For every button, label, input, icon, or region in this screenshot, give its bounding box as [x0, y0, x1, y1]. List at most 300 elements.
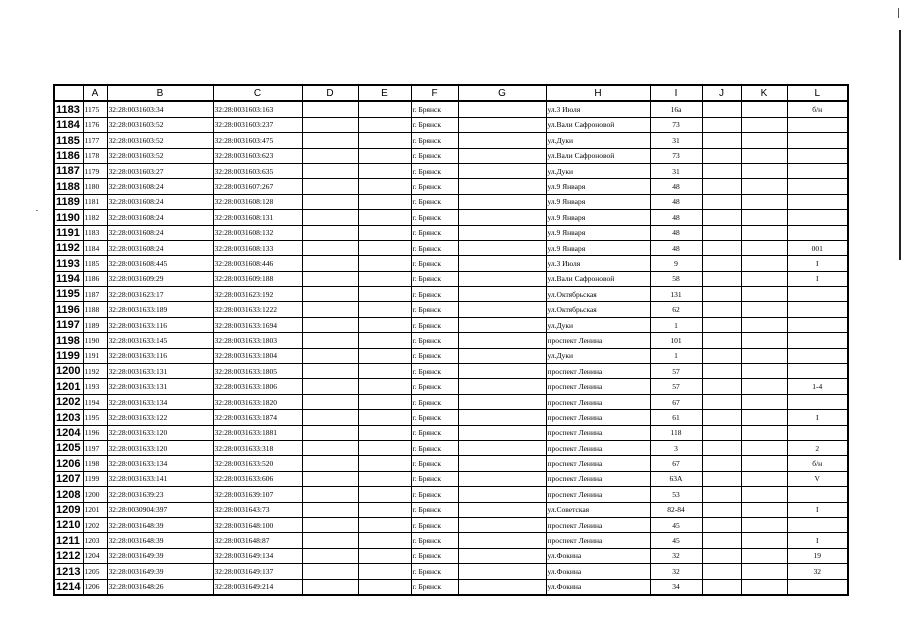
cell-e[interactable]	[358, 317, 411, 332]
cell-l[interactable]: 32	[787, 564, 848, 579]
cell-j[interactable]	[702, 471, 741, 486]
cell-i[interactable]: 63А	[650, 471, 702, 486]
cell-e[interactable]	[358, 225, 411, 240]
cell-j[interactable]	[702, 271, 741, 286]
cell-k[interactable]	[741, 133, 787, 148]
row-header[interactable]: 1208	[54, 487, 83, 502]
cell-e[interactable]	[358, 163, 411, 178]
cell-k[interactable]	[741, 148, 787, 163]
cell-a[interactable]: 1177	[83, 133, 107, 148]
cell-c[interactable]: 32:28:0031649:137	[213, 564, 302, 579]
cell-j[interactable]	[702, 440, 741, 455]
cell-i[interactable]: 48	[650, 225, 702, 240]
cell-j[interactable]	[702, 348, 741, 363]
cell-g[interactable]	[458, 117, 546, 132]
cell-j[interactable]	[702, 456, 741, 471]
cell-j[interactable]	[702, 379, 741, 394]
cell-g[interactable]	[458, 287, 546, 302]
cell-h[interactable]: проспект Ленина	[546, 379, 650, 394]
cell-c[interactable]: 32:28:0031648:87	[213, 533, 302, 548]
cell-f[interactable]: г. Брянск	[411, 564, 458, 579]
cell-k[interactable]	[741, 502, 787, 517]
cell-k[interactable]	[741, 533, 787, 548]
row-header[interactable]: 1204	[54, 425, 83, 440]
cell-g[interactable]	[458, 440, 546, 455]
cell-f[interactable]: г. Брянск	[411, 379, 458, 394]
cell-e[interactable]	[358, 410, 411, 425]
cell-j[interactable]	[702, 502, 741, 517]
cell-d[interactable]	[302, 533, 358, 548]
cell-i[interactable]: 73	[650, 148, 702, 163]
row-header[interactable]: 1211	[54, 533, 83, 548]
cell-k[interactable]	[741, 456, 787, 471]
cell-h[interactable]: ул.Фокина	[546, 564, 650, 579]
cell-a[interactable]: 1194	[83, 394, 107, 409]
row-header[interactable]: 1212	[54, 548, 83, 563]
cell-j[interactable]	[702, 579, 741, 595]
cell-j[interactable]	[702, 287, 741, 302]
cell-d[interactable]	[302, 179, 358, 194]
cell-f[interactable]: г. Брянск	[411, 425, 458, 440]
cell-l[interactable]: б/н	[787, 456, 848, 471]
cell-f[interactable]: г. Брянск	[411, 579, 458, 595]
cell-l[interactable]	[787, 194, 848, 209]
cell-e[interactable]	[358, 117, 411, 132]
cell-k[interactable]	[741, 179, 787, 194]
cell-l[interactable]	[787, 425, 848, 440]
cell-d[interactable]	[302, 487, 358, 502]
cell-e[interactable]	[358, 256, 411, 271]
cell-g[interactable]	[458, 579, 546, 595]
row-header[interactable]: 1192	[54, 240, 83, 255]
cell-k[interactable]	[741, 287, 787, 302]
cell-e[interactable]	[358, 440, 411, 455]
row-header[interactable]: 1205	[54, 440, 83, 455]
cell-a[interactable]: 1188	[83, 302, 107, 317]
cell-f[interactable]: г. Брянск	[411, 179, 458, 194]
cell-d[interactable]	[302, 579, 358, 595]
cell-l[interactable]	[787, 364, 848, 379]
cell-i[interactable]: 45	[650, 533, 702, 548]
cell-j[interactable]	[702, 410, 741, 425]
cell-a[interactable]: 1184	[83, 240, 107, 255]
cell-d[interactable]	[302, 394, 358, 409]
cell-k[interactable]	[741, 333, 787, 348]
cell-k[interactable]	[741, 240, 787, 255]
cell-e[interactable]	[358, 548, 411, 563]
cell-d[interactable]	[302, 148, 358, 163]
cell-f[interactable]: г. Брянск	[411, 240, 458, 255]
cell-e[interactable]	[358, 502, 411, 517]
row-header[interactable]: 1213	[54, 564, 83, 579]
cell-a[interactable]: 1201	[83, 502, 107, 517]
cell-f[interactable]: г. Брянск	[411, 533, 458, 548]
cell-a[interactable]: 1196	[83, 425, 107, 440]
cell-e[interactable]	[358, 425, 411, 440]
cell-i[interactable]: 48	[650, 240, 702, 255]
cell-j[interactable]	[702, 564, 741, 579]
cell-h[interactable]: ул.Советская	[546, 502, 650, 517]
cell-k[interactable]	[741, 564, 787, 579]
cell-h[interactable]: ул.9 Января	[546, 240, 650, 255]
cell-b[interactable]: 32:28:0031608:24	[107, 210, 213, 225]
cell-j[interactable]	[702, 548, 741, 563]
column-header-a[interactable]: A	[83, 85, 107, 101]
cell-k[interactable]	[741, 410, 787, 425]
cell-d[interactable]	[302, 133, 358, 148]
cell-i[interactable]: 9	[650, 256, 702, 271]
column-header-h[interactable]: H	[546, 85, 650, 101]
cell-l[interactable]: 19	[787, 548, 848, 563]
column-header-g[interactable]: G	[458, 85, 546, 101]
cell-c[interactable]: 32:28:0031607:267	[213, 179, 302, 194]
cell-j[interactable]	[702, 163, 741, 178]
cell-b[interactable]: 32:28:0031633:141	[107, 471, 213, 486]
cell-j[interactable]	[702, 517, 741, 532]
cell-i[interactable]: 53	[650, 487, 702, 502]
cell-f[interactable]: г. Брянск	[411, 210, 458, 225]
cell-a[interactable]: 1182	[83, 210, 107, 225]
cell-f[interactable]: г. Брянск	[411, 333, 458, 348]
cell-g[interactable]	[458, 348, 546, 363]
cell-k[interactable]	[741, 101, 787, 117]
cell-b[interactable]: 32:28:0031603:27	[107, 163, 213, 178]
cell-d[interactable]	[302, 287, 358, 302]
cell-e[interactable]	[358, 379, 411, 394]
cell-f[interactable]: г. Брянск	[411, 440, 458, 455]
cell-b[interactable]: 32:28:0031608:24	[107, 179, 213, 194]
cell-h[interactable]: ул.Дуки	[546, 317, 650, 332]
cell-k[interactable]	[741, 425, 787, 440]
cell-f[interactable]: г. Брянск	[411, 517, 458, 532]
cell-f[interactable]: г. Брянск	[411, 502, 458, 517]
cell-a[interactable]: 1183	[83, 225, 107, 240]
cell-d[interactable]	[302, 194, 358, 209]
cell-g[interactable]	[458, 256, 546, 271]
cell-l[interactable]	[787, 133, 848, 148]
row-header[interactable]: 1193	[54, 256, 83, 271]
cell-a[interactable]: 1205	[83, 564, 107, 579]
column-header-b[interactable]: B	[107, 85, 213, 101]
row-header[interactable]: 1203	[54, 410, 83, 425]
row-header[interactable]: 1200	[54, 364, 83, 379]
cell-b[interactable]: 32:28:0031609:29	[107, 271, 213, 286]
cell-d[interactable]	[302, 456, 358, 471]
cell-h[interactable]: ул.Дуки	[546, 348, 650, 363]
cell-g[interactable]	[458, 487, 546, 502]
cell-e[interactable]	[358, 564, 411, 579]
row-header[interactable]: 1183	[54, 101, 83, 117]
row-header[interactable]: 1184	[54, 117, 83, 132]
cell-e[interactable]	[358, 240, 411, 255]
cell-k[interactable]	[741, 317, 787, 332]
cell-l[interactable]	[787, 163, 848, 178]
cell-d[interactable]	[302, 117, 358, 132]
cell-c[interactable]: 32:28:0031603:475	[213, 133, 302, 148]
cell-g[interactable]	[458, 133, 546, 148]
cell-d[interactable]	[302, 364, 358, 379]
cell-c[interactable]: 32:28:0031608:131	[213, 210, 302, 225]
cell-e[interactable]	[358, 517, 411, 532]
row-header[interactable]: 1196	[54, 302, 83, 317]
cell-i[interactable]: 16а	[650, 101, 702, 117]
cell-i[interactable]: 45	[650, 517, 702, 532]
row-header[interactable]: 1191	[54, 225, 83, 240]
cell-c[interactable]: 32:28:0031609:188	[213, 271, 302, 286]
cell-l[interactable]: б/н	[787, 101, 848, 117]
cell-i[interactable]: 118	[650, 425, 702, 440]
cell-g[interactable]	[458, 425, 546, 440]
cell-j[interactable]	[702, 256, 741, 271]
column-header-i[interactable]: I	[650, 85, 702, 101]
cell-e[interactable]	[358, 394, 411, 409]
cell-e[interactable]	[358, 287, 411, 302]
cell-c[interactable]: 32:28:0031633:1805	[213, 364, 302, 379]
cell-a[interactable]: 1203	[83, 533, 107, 548]
cell-k[interactable]	[741, 194, 787, 209]
cell-g[interactable]	[458, 517, 546, 532]
cell-h[interactable]: проспект Ленина	[546, 471, 650, 486]
cell-d[interactable]	[302, 333, 358, 348]
cell-i[interactable]: 48	[650, 194, 702, 209]
column-header-d[interactable]: D	[302, 85, 358, 101]
cell-c[interactable]: 32:28:0031643:73	[213, 502, 302, 517]
cell-f[interactable]: г. Брянск	[411, 302, 458, 317]
cell-l[interactable]	[787, 210, 848, 225]
cell-h[interactable]: проспект Ленина	[546, 533, 650, 548]
cell-j[interactable]	[702, 333, 741, 348]
column-header-c[interactable]: C	[213, 85, 302, 101]
cell-f[interactable]: г. Брянск	[411, 101, 458, 117]
cell-d[interactable]	[302, 210, 358, 225]
cell-d[interactable]	[302, 256, 358, 271]
cell-g[interactable]	[458, 548, 546, 563]
cell-c[interactable]: 32:28:0031603:623	[213, 148, 302, 163]
cell-j[interactable]	[702, 487, 741, 502]
cell-f[interactable]: г. Брянск	[411, 163, 458, 178]
cell-j[interactable]	[702, 133, 741, 148]
cell-l[interactable]	[787, 487, 848, 502]
cell-k[interactable]	[741, 548, 787, 563]
cell-b[interactable]: 32:28:0031633:122	[107, 410, 213, 425]
cell-i[interactable]: 131	[650, 287, 702, 302]
cell-g[interactable]	[458, 148, 546, 163]
cell-b[interactable]: 32:28:0031648:26	[107, 579, 213, 595]
cell-l[interactable]: I	[787, 256, 848, 271]
cell-e[interactable]	[358, 133, 411, 148]
cell-h[interactable]: проспект Ленина	[546, 333, 650, 348]
cell-l[interactable]	[787, 317, 848, 332]
cell-g[interactable]	[458, 410, 546, 425]
cell-b[interactable]: 32:28:0031649:39	[107, 564, 213, 579]
cell-j[interactable]	[702, 364, 741, 379]
cell-j[interactable]	[702, 148, 741, 163]
row-header[interactable]: 1207	[54, 471, 83, 486]
row-header[interactable]: 1194	[54, 271, 83, 286]
cell-g[interactable]	[458, 179, 546, 194]
cell-e[interactable]	[358, 210, 411, 225]
cell-l[interactable]	[787, 517, 848, 532]
cell-c[interactable]: 32:28:0031608:132	[213, 225, 302, 240]
cell-j[interactable]	[702, 394, 741, 409]
cell-c[interactable]: 32:28:0031649:214	[213, 579, 302, 595]
cell-k[interactable]	[741, 302, 787, 317]
cell-f[interactable]: г. Брянск	[411, 194, 458, 209]
row-header[interactable]: 1209	[54, 502, 83, 517]
cell-l[interactable]	[787, 179, 848, 194]
cell-e[interactable]	[358, 194, 411, 209]
cell-h[interactable]: ул.3 Июля	[546, 101, 650, 117]
cell-l[interactable]	[787, 302, 848, 317]
cell-k[interactable]	[741, 471, 787, 486]
cell-b[interactable]: 32:28:0031633:120	[107, 425, 213, 440]
cell-b[interactable]: 32:28:0031633:131	[107, 364, 213, 379]
cell-f[interactable]: г. Брянск	[411, 133, 458, 148]
cell-f[interactable]: г. Брянск	[411, 225, 458, 240]
cell-g[interactable]	[458, 533, 546, 548]
cell-j[interactable]	[702, 533, 741, 548]
cell-a[interactable]: 1180	[83, 179, 107, 194]
cell-g[interactable]	[458, 240, 546, 255]
cell-i[interactable]: 1	[650, 348, 702, 363]
column-header-l[interactable]: L	[787, 85, 848, 101]
cell-l[interactable]: 2	[787, 440, 848, 455]
cell-e[interactable]	[358, 533, 411, 548]
cell-f[interactable]: г. Брянск	[411, 487, 458, 502]
cell-c[interactable]: 32:28:0031648:100	[213, 517, 302, 532]
row-header[interactable]: 1189	[54, 194, 83, 209]
cell-e[interactable]	[358, 333, 411, 348]
cell-b[interactable]: 32:28:0031633:145	[107, 333, 213, 348]
cell-c[interactable]: 32:28:0031649:134	[213, 548, 302, 563]
cell-a[interactable]: 1176	[83, 117, 107, 132]
cell-a[interactable]: 1202	[83, 517, 107, 532]
cell-b[interactable]: 32:28:0031608:24	[107, 240, 213, 255]
cell-j[interactable]	[702, 194, 741, 209]
cell-a[interactable]: 1181	[83, 194, 107, 209]
cell-i[interactable]: 61	[650, 410, 702, 425]
cell-c[interactable]: 32:28:0031603:163	[213, 101, 302, 117]
cell-c[interactable]: 32:28:0031623:192	[213, 287, 302, 302]
cell-d[interactable]	[302, 240, 358, 255]
cell-a[interactable]: 1179	[83, 163, 107, 178]
cell-b[interactable]: 32:28:0031633:134	[107, 394, 213, 409]
cell-l[interactable]	[787, 287, 848, 302]
cell-b[interactable]: 32:28:0031633:116	[107, 348, 213, 363]
cell-h[interactable]: ул.Октябрьская	[546, 287, 650, 302]
cell-b[interactable]: 32:28:0031608:24	[107, 225, 213, 240]
cell-b[interactable]: 32:28:0031603:52	[107, 117, 213, 132]
cell-l[interactable]: V	[787, 471, 848, 486]
cell-k[interactable]	[741, 579, 787, 595]
cell-h[interactable]: проспект Ленина	[546, 394, 650, 409]
cell-h[interactable]: ул.9 Января	[546, 179, 650, 194]
cell-k[interactable]	[741, 163, 787, 178]
cell-g[interactable]	[458, 317, 546, 332]
cell-f[interactable]: г. Брянск	[411, 471, 458, 486]
cell-d[interactable]	[302, 348, 358, 363]
cell-h[interactable]: проспект Ленина	[546, 364, 650, 379]
cell-e[interactable]	[358, 487, 411, 502]
cell-h[interactable]: ул.9 Января	[546, 210, 650, 225]
cell-k[interactable]	[741, 364, 787, 379]
cell-a[interactable]: 1178	[83, 148, 107, 163]
cell-l[interactable]	[787, 333, 848, 348]
cell-i[interactable]: 67	[650, 456, 702, 471]
cell-h[interactable]: ул.3 Июля	[546, 256, 650, 271]
cell-h[interactable]: проспект Ленина	[546, 517, 650, 532]
row-header[interactable]: 1195	[54, 287, 83, 302]
cell-g[interactable]	[458, 225, 546, 240]
cell-b[interactable]: 32:28:0031608:445	[107, 256, 213, 271]
cell-l[interactable]: I	[787, 271, 848, 286]
cell-b[interactable]: 32:28:0031649:39	[107, 548, 213, 563]
row-header[interactable]: 1210	[54, 517, 83, 532]
cell-l[interactable]: I	[787, 533, 848, 548]
cell-e[interactable]	[358, 148, 411, 163]
cell-i[interactable]: 34	[650, 579, 702, 595]
cell-h[interactable]: ул.Вали Сафроновой	[546, 148, 650, 163]
cell-i[interactable]: 57	[650, 379, 702, 394]
cell-e[interactable]	[358, 471, 411, 486]
row-header[interactable]: 1197	[54, 317, 83, 332]
cell-c[interactable]: 32:28:0031633:606	[213, 471, 302, 486]
cell-a[interactable]: 1192	[83, 364, 107, 379]
cell-a[interactable]: 1191	[83, 348, 107, 363]
cell-k[interactable]	[741, 348, 787, 363]
cell-g[interactable]	[458, 471, 546, 486]
cell-c[interactable]: 32:28:0031633:1803	[213, 333, 302, 348]
cell-b[interactable]: 32:28:0031603:52	[107, 133, 213, 148]
cell-h[interactable]: ул.9 Января	[546, 194, 650, 209]
cell-g[interactable]	[458, 379, 546, 394]
cell-a[interactable]: 1204	[83, 548, 107, 563]
cell-e[interactable]	[358, 348, 411, 363]
cell-l[interactable]	[787, 394, 848, 409]
cell-a[interactable]: 1200	[83, 487, 107, 502]
column-header-f[interactable]: F	[411, 85, 458, 101]
cell-f[interactable]: г. Брянск	[411, 256, 458, 271]
cell-d[interactable]	[302, 440, 358, 455]
cell-b[interactable]: 32:28:0031603:52	[107, 148, 213, 163]
cell-c[interactable]: 32:28:0031633:1804	[213, 348, 302, 363]
row-header[interactable]: 1187	[54, 163, 83, 178]
cell-i[interactable]: 58	[650, 271, 702, 286]
cell-c[interactable]: 32:28:0031633:1820	[213, 394, 302, 409]
cell-j[interactable]	[702, 425, 741, 440]
corner-cell[interactable]	[54, 85, 83, 101]
cell-e[interactable]	[358, 456, 411, 471]
cell-a[interactable]: 1193	[83, 379, 107, 394]
cell-b[interactable]: 32:28:0031603:34	[107, 101, 213, 117]
row-header[interactable]: 1199	[54, 348, 83, 363]
cell-d[interactable]	[302, 302, 358, 317]
cell-a[interactable]: 1206	[83, 579, 107, 595]
cell-j[interactable]	[702, 317, 741, 332]
cell-f[interactable]: г. Брянск	[411, 364, 458, 379]
cell-f[interactable]: г. Брянск	[411, 287, 458, 302]
cell-e[interactable]	[358, 101, 411, 117]
cell-i[interactable]: 82-84	[650, 502, 702, 517]
cell-f[interactable]: г. Брянск	[411, 410, 458, 425]
cell-h[interactable]: ул.Октябрьская	[546, 302, 650, 317]
row-header[interactable]: 1214	[54, 579, 83, 595]
cell-d[interactable]	[302, 517, 358, 532]
row-header[interactable]: 1188	[54, 179, 83, 194]
cell-j[interactable]	[702, 225, 741, 240]
cell-c[interactable]: 32:28:0031633:520	[213, 456, 302, 471]
cell-l[interactable]	[787, 148, 848, 163]
